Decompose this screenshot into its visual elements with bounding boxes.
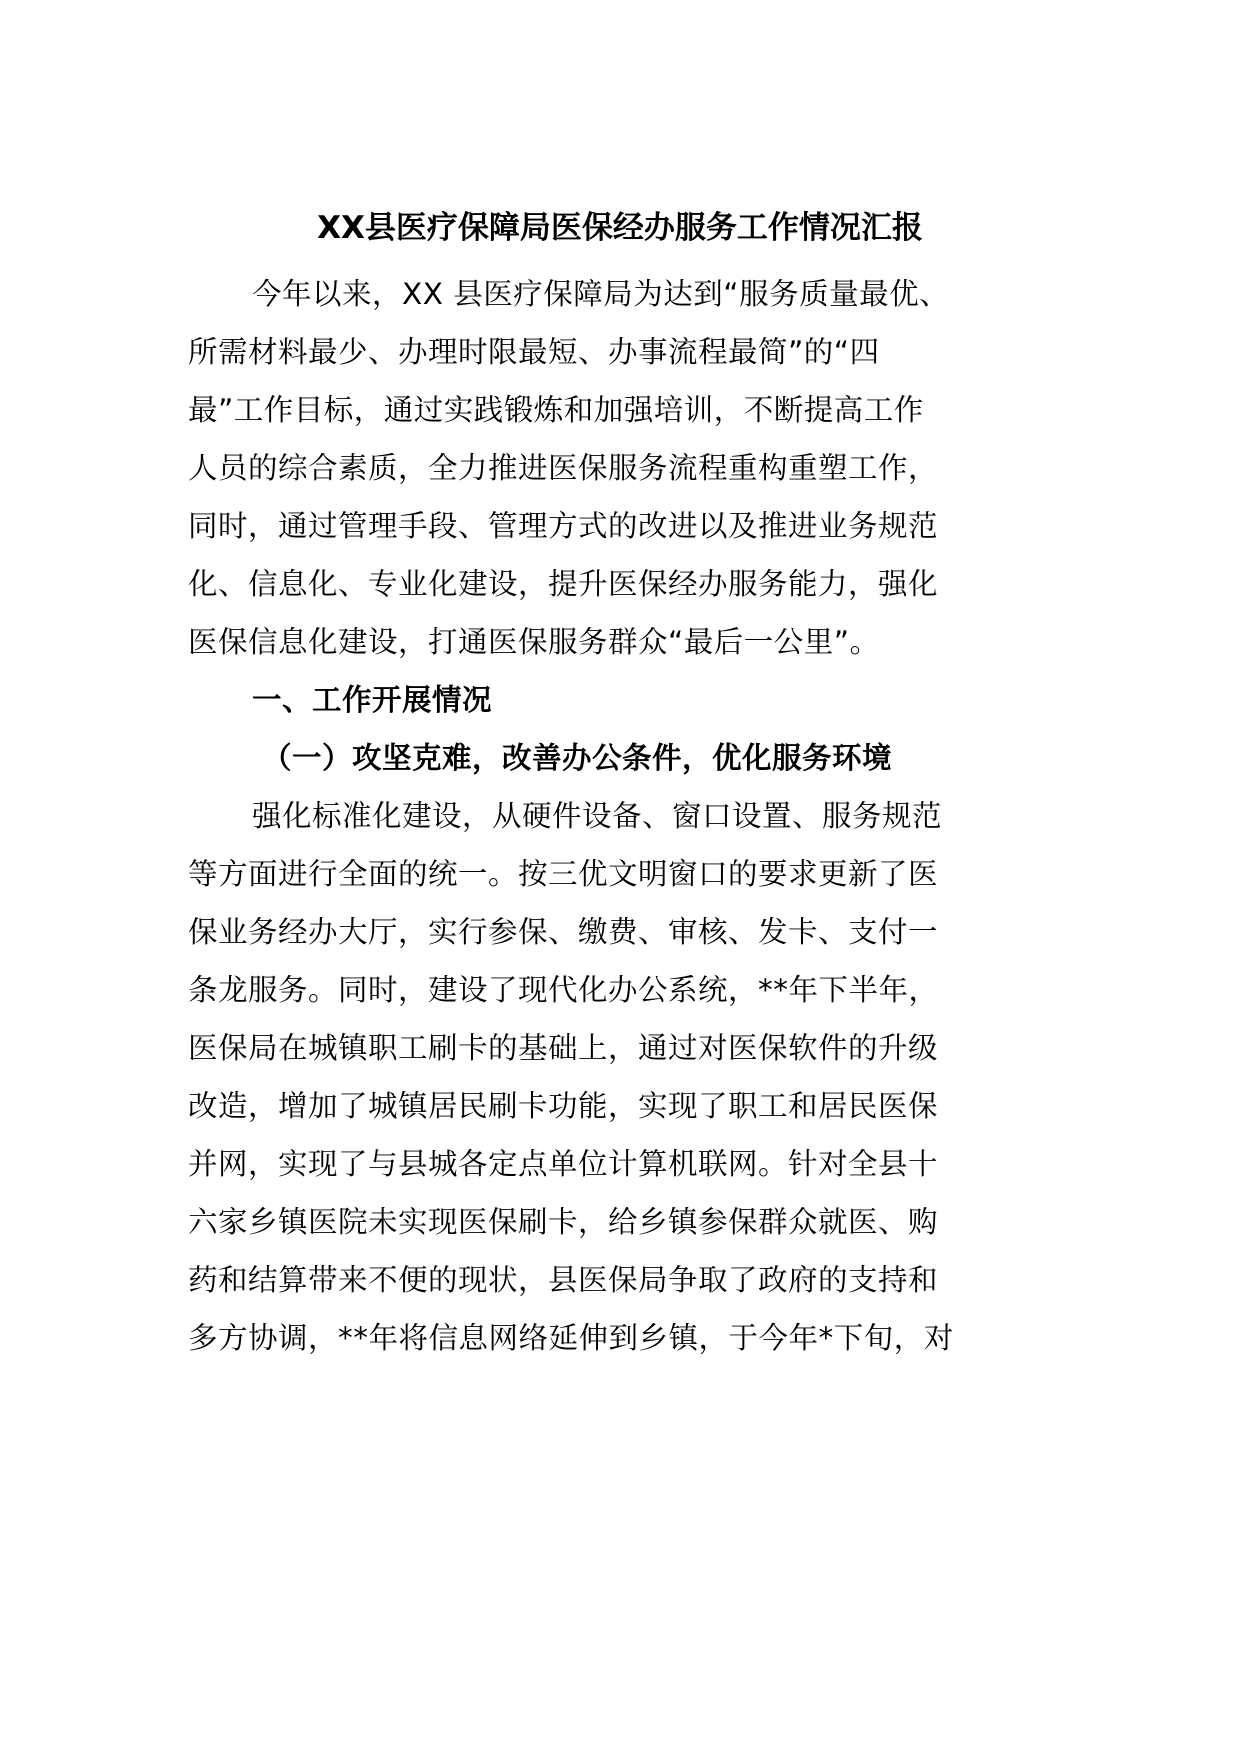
text-line: 强化标准化建设，从硬件设备、窗口设置、服务规范 — [252, 799, 943, 833]
text-line: 六家乡镇医院未实现医保刷卡，给乡镇参保群众就医、购 — [188, 1205, 939, 1239]
subsection-heading: （一）攻坚克难，改善办公条件，优化服务环境 — [262, 741, 893, 775]
text-line: 多方协调，**年将信息网络延伸到乡镇，于今年*下旬，对 — [188, 1321, 954, 1355]
text-line: 保业务经办大厅，实行参保、缴费、审核、发卡、支付一 — [188, 915, 939, 949]
text-line: 最”工作目标，通过实践锻炼和加强培训，不断提高工作 — [188, 393, 924, 427]
text-line: 人员的综合素质，全力推进医保服务流程重构重塑工作， — [188, 451, 939, 485]
section-heading: 一、工作开展情况 — [252, 683, 493, 717]
text-line: 医保局在城镇职工刷卡的基础上，通过对医保软件的升级 — [188, 1031, 939, 1065]
text-line: 等方面进行全面的统一。按三优文明窗口的要求更新了医 — [188, 857, 939, 891]
text-line: 条龙服务。同时，建设了现代化办公系统，**年下半年， — [188, 973, 939, 1007]
text-line: 化、信息化、专业化建设，提升医保经办服务能力，强化 — [188, 567, 939, 601]
text-line: 今年以来，XX 县医疗保障局为达到“服务质量最优、 — [252, 277, 950, 311]
text-line: 所需材料最少、办理时限最短、办事流程最简”的“四 — [188, 335, 880, 369]
document-title: XX县医疗保障局医保经办服务工作情况汇报 — [317, 210, 923, 246]
text-line: 改造，增加了城镇居民刷卡功能，实现了职工和居民医保 — [188, 1089, 939, 1123]
text-line: 医保信息化建设，打通医保服务群众“最后一公里”。 — [188, 625, 880, 659]
text-line: 同时，通过管理手段、管理方式的改进以及推进业务规范 — [188, 509, 939, 543]
text-line: 药和结算带来不便的现状，县医保局争取了政府的支持和 — [188, 1263, 939, 1297]
text-line: 并网，实现了与县城各定点单位计算机联网。针对全县十 — [188, 1147, 939, 1181]
